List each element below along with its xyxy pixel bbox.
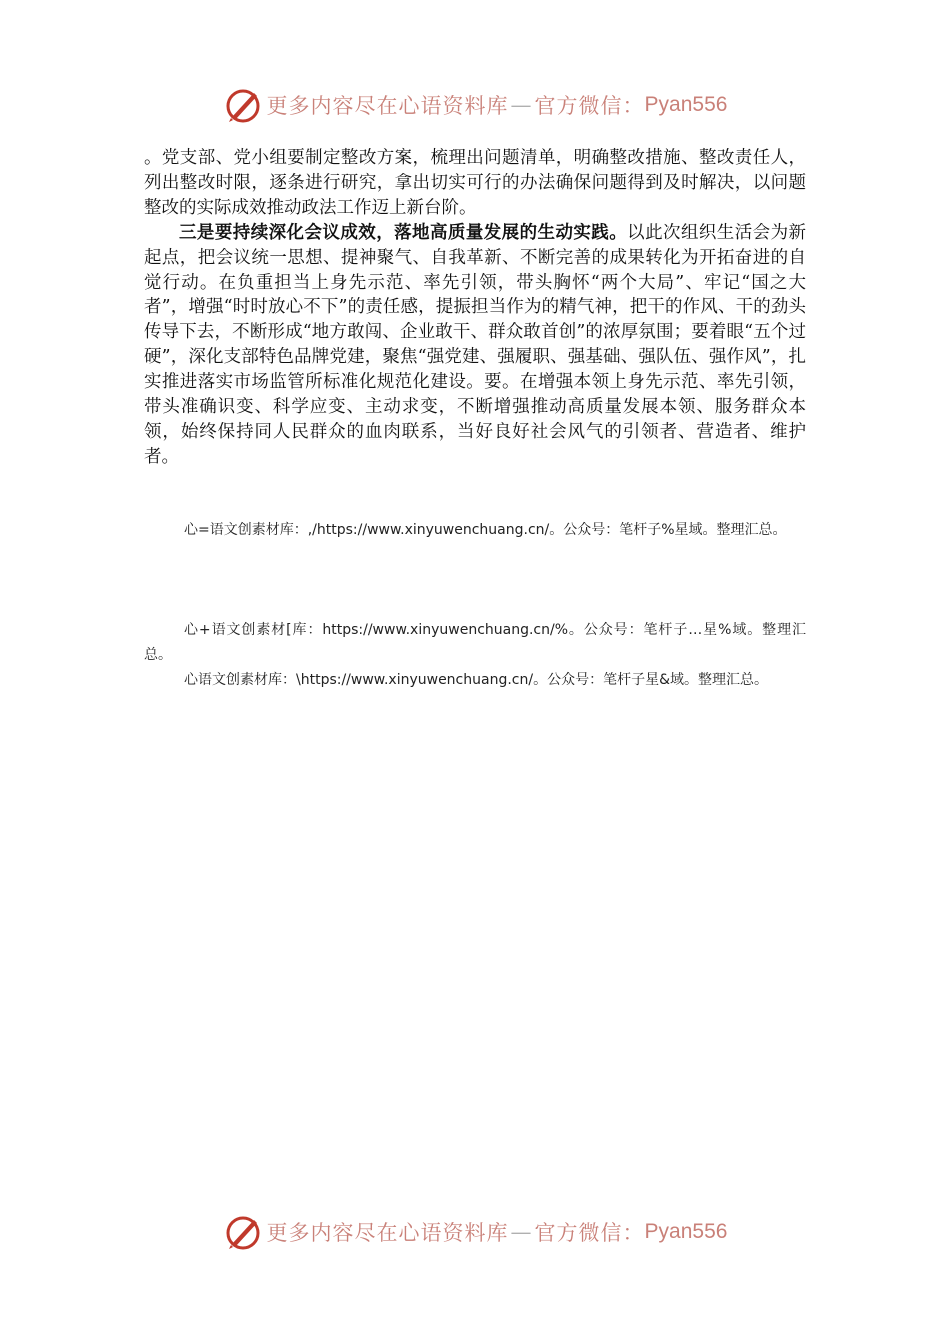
paragraph-third-point-text: 以此次组织生活会为新起点，把会议统一思想、提神聚气、自我革新、不断完善的成果转化为开拓奋进的自觉行动。在负重担当上身先示范、率先引领，带头胸怀“两个大局”、牢记“国之大者”，增强“时时放心不下”的责任感，提振担当作为的精气神，把干的作风、干的劲头传导下去，不断形成“地方敢闯、企业敢干、群众敢首创”的浓厚氛围；要着眼“五个过硬”，深化支部特色品牌党建，聚焦“强党建、强履职、强基础、强队伍、强作风”，扎实推进落实市场监管所标准化规范化建设。要。在增强本领上身先示范、率先引领，带头准确识变、科学应变、主动求变，不断增强推动高质量发展本领、服务群众本领，始终保持同人民群众的血肉联系，当好良好社会风气的引领者、营造者、维护者。 — [144, 222, 807, 467]
banner-wechat-label: 官方微信： — [534, 94, 645, 118]
logo-quill-icon — [223, 1212, 263, 1252]
banner-separator: — — [510, 1220, 533, 1244]
banner-wechat-label: 官方微信： — [534, 1221, 645, 1245]
logo-quill-icon — [223, 85, 263, 125]
source-note-2 — [144, 618, 806, 668]
banner-wechat-id: Pyan556 — [644, 1220, 728, 1243]
banner-site-name: 更多内容尽在心语资料库 — [266, 1221, 509, 1245]
source-note-text: 心语文创素材库：\https://www.xinyuwenchuang.cn/。公众号：笔杆子星&域。整理汇总。 — [184, 672, 768, 688]
source-note-text: 心+语文创素材[库：https://www.xinyuwenchuang.cn/%。公众号：笔杆子…星%域。整理汇总。 — [144, 622, 806, 663]
paragraph-heading-bold: 三是要持续深化会议成效，落地高质量发展的生动实践。 — [179, 222, 628, 243]
source-note-1 — [144, 518, 806, 543]
source-note-3 — [144, 668, 806, 693]
banner-wechat-id: Pyan556 — [644, 93, 728, 116]
footer-banner — [0, 1209, 950, 1255]
paragraph-third-point — [144, 221, 806, 470]
document-body — [144, 146, 806, 470]
source-note-text: 心=语文创素材库：,/https://www.xinyuwenchuang.cn/。公众号：笔杆子%星域。整理汇总。 — [184, 522, 787, 538]
banner-separator: — — [510, 93, 533, 117]
paragraph-rectification: 。党支部、党小组要制定整改方案，梳理出问题清单，明确整改措施、整改责任人，列出整改时限，逐条进行研究，拿出切实可行的办法确保问题得到及时解决，以问题整改的实际成效推动政法工作迈上新台阶。 — [144, 148, 806, 218]
header-banner — [0, 82, 950, 128]
banner-site-name: 更多内容尽在心语资料库 — [266, 94, 509, 118]
